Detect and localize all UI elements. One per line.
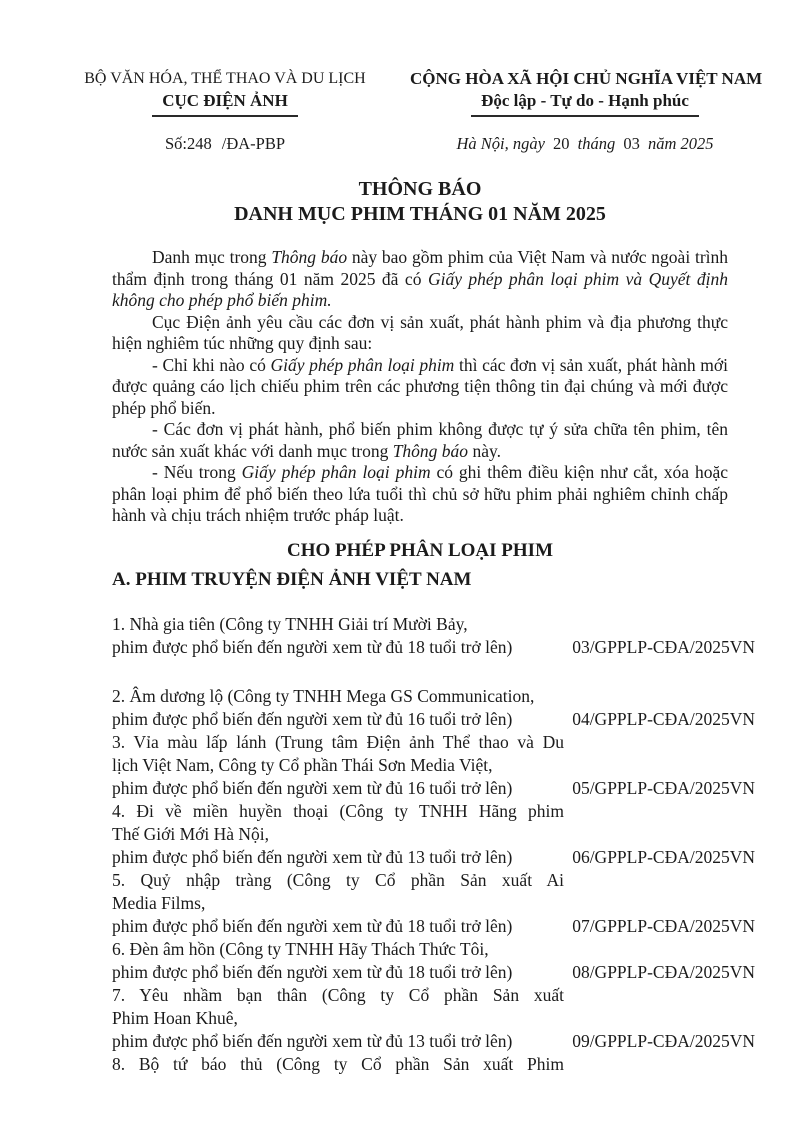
title-line2: DANH MỤC PHIM THÁNG 01 NĂM 2025 [234,203,606,225]
film-description-line: phim được phổ biến đến người xem từ đủ 16 tuổi trở lên) [112,708,513,729]
body-paragraphs [112,247,728,527]
film-description-line: 2. Âm dương lộ (Công ty TNHH Mega GS Communication, [112,685,535,706]
film-description-line: lịch Việt Nam, Công ty Cổ phần Thái Sơn Media Việt, [112,754,493,775]
header-national-heading [410,68,763,117]
film-description-line: 7. Yêu nhầm bạn thân (Công ty Cổ phần Sản xuất [112,984,564,1005]
film-description [112,613,564,659]
film-entry [112,800,755,869]
paragraph-segment: này bao gồm phim của Việt Nam và nước ngoài trình thẩm định trong tháng 01 năm 2025 đã có [112,247,729,289]
film-description-line: 1. Nhà gia tiên (Công ty TNHH Giải trí Mười Bảy, [112,613,468,634]
film-description-line: Thế Giới Mới Hà Nội, [112,823,270,844]
film-license-code: 04/GPPLP-CĐA/2025VN [572,708,755,729]
paragraph-segment: - Chỉ khi nào có [152,354,271,375]
paragraph-segment: - Các đơn vị phát hành, phổ biến phim không được tự ý sửa chữa tên phim, tên nước sản xuất khác với danh mục trong [112,419,728,461]
reference-number-line [40,133,410,155]
paragraph-italic-segment: Giấy phép phân loại phim [241,462,431,482]
national-motto: Độc lập - Tự do - Hạnh phúc [471,90,699,117]
film-description-line: phim được phổ biến đến người xem từ đủ 18 tuổi trở lên) [112,961,513,982]
body-paragraph [112,355,728,420]
section-heading: CHO PHÉP PHÂN LOẠI PHIM [287,539,553,561]
film-entry [112,685,755,731]
film-description-line: 4. Đi về miền huyền thoại (Công ty TNHH Hãng phim [112,800,564,821]
national-title: CỘNG HÒA XÃ HỘI CHỦ NGHĨA VIỆT NAM [410,69,763,88]
paragraph-segment: thì các đơn vị sản xuất, phát hành mới được quảng cáo lịch chiếu phim trên các phương tiện thông tin đại chúng và mới được phép phổ biến. [112,354,728,418]
date-month-label: tháng [577,134,616,153]
paragraph-segment: này. [468,440,501,461]
body-paragraph [112,462,728,527]
ref-label: Số: [164,134,187,153]
film-description-line: 8. Bộ tứ báo thủ (Công ty Cổ phần Sản xuất Phim [112,1053,564,1074]
film-entry [112,938,755,984]
date-month: 03 [623,134,640,153]
date-year: năm 2025 [648,134,714,153]
film-license-code: 07/GPPLP-CĐA/2025VN [572,915,755,936]
film-description-line: 3. Vỉa màu lấp lánh (Trung tâm Điện ảnh Thể thao và Du [112,731,564,752]
date-prefix: Hà Nội, ngày [456,134,545,153]
paragraph-segment: có ghi thêm điều kiện như cắt, xóa hoặc phân loại phim để phổ biến theo lứa tuổi thì chủ sở hữu phim phải nghiêm chỉnh chấp hành và chịu trách nhiệm trước pháp luật. [112,462,728,525]
paragraph-segment: Danh mục trong [152,247,272,267]
film-license-code: 03/GPPLP-CĐA/2025VN [572,636,755,657]
document-header [40,68,763,117]
body-paragraph [112,247,728,312]
paragraph-segment: Cục Điện ảnh yêu cầu các đơn vị sản xuất, phát hành phim và địa phương thực hiện nghiêm túc những quy định sau: [112,311,728,353]
film-description-line: phim được phổ biến đến người xem từ đủ 13 tuổi trở lên) [112,846,513,867]
film-description-line: 6. Đèn âm hồn (Công ty TNHH Hãy Thách Thức Tôi, [112,938,489,959]
film-entry [112,613,755,659]
film-description-line: Phim Hoan Khuê, [112,1007,238,1028]
body-paragraph [112,419,728,462]
film-description [112,685,564,731]
paragraph-segment: - Nếu trong [152,462,242,482]
film-description [112,938,564,984]
issuing-ministry: BỘ VĂN HÓA, THỂ THAO VÀ DU LỊCH [84,70,366,87]
film-license-code: 08/GPPLP-CĐA/2025VN [572,961,755,982]
paragraph-italic-segment: Thông báo [271,247,348,267]
ref-suffix: /ĐA-PBP [221,134,286,153]
text-column [112,177,755,591]
document-title [112,177,728,227]
film-license-code: 05/GPPLP-CĐA/2025VN [572,777,755,798]
document-content [112,177,755,1076]
film-entry [112,731,755,800]
film-description [112,1053,564,1076]
film-description [112,869,564,938]
film-description-line: phim được phổ biến đến người xem từ đủ 16 tuổi trở lên) [112,777,513,798]
film-list [112,613,755,1076]
film-entry [112,984,755,1053]
place-date-line [410,133,760,155]
film-entry [112,1053,755,1076]
header-issuing-agency [40,68,410,117]
film-description-line: phim được phổ biến đến người xem từ đủ 13 tuổi trở lên) [112,1030,513,1051]
film-description-line: Media Films, [112,892,206,913]
film-description [112,984,564,1053]
paragraph-italic-segment: Thông báo [392,440,469,461]
body-paragraph [112,312,728,355]
date-day: 20 [553,134,570,153]
paragraph-italic-segment: Giấy phép phân loại phim [270,354,455,375]
film-description [112,731,564,800]
film-description-line: phim được phổ biến đến người xem từ đủ 18 tuổi trở lên) [112,915,513,936]
title-line1: THÔNG BÁO [358,178,482,200]
issuing-department: CỤC ĐIỆN ẢNH [152,90,298,117]
subsection-heading: A. PHIM TRUYỆN ĐIỆN ẢNH VIỆT NAM [112,568,472,590]
film-description-line: 5. Quỷ nhập tràng (Công ty Cổ phần Sản xuất Ai [112,869,564,890]
paragraph-italic-segment: Giấy phép phân loại phim và Quyết định không cho phép phổ biến phim. [112,268,728,310]
film-description [112,800,564,869]
film-description-line: phim được phổ biến đến người xem từ đủ 18 tuổi trở lên) [112,636,513,657]
ref-number: 248 [186,134,212,153]
document-subheader [40,133,760,155]
film-license-code: 06/GPPLP-CĐA/2025VN [572,846,755,867]
film-license-code: 09/GPPLP-CĐA/2025VN [572,1030,755,1051]
film-entry [112,869,755,938]
